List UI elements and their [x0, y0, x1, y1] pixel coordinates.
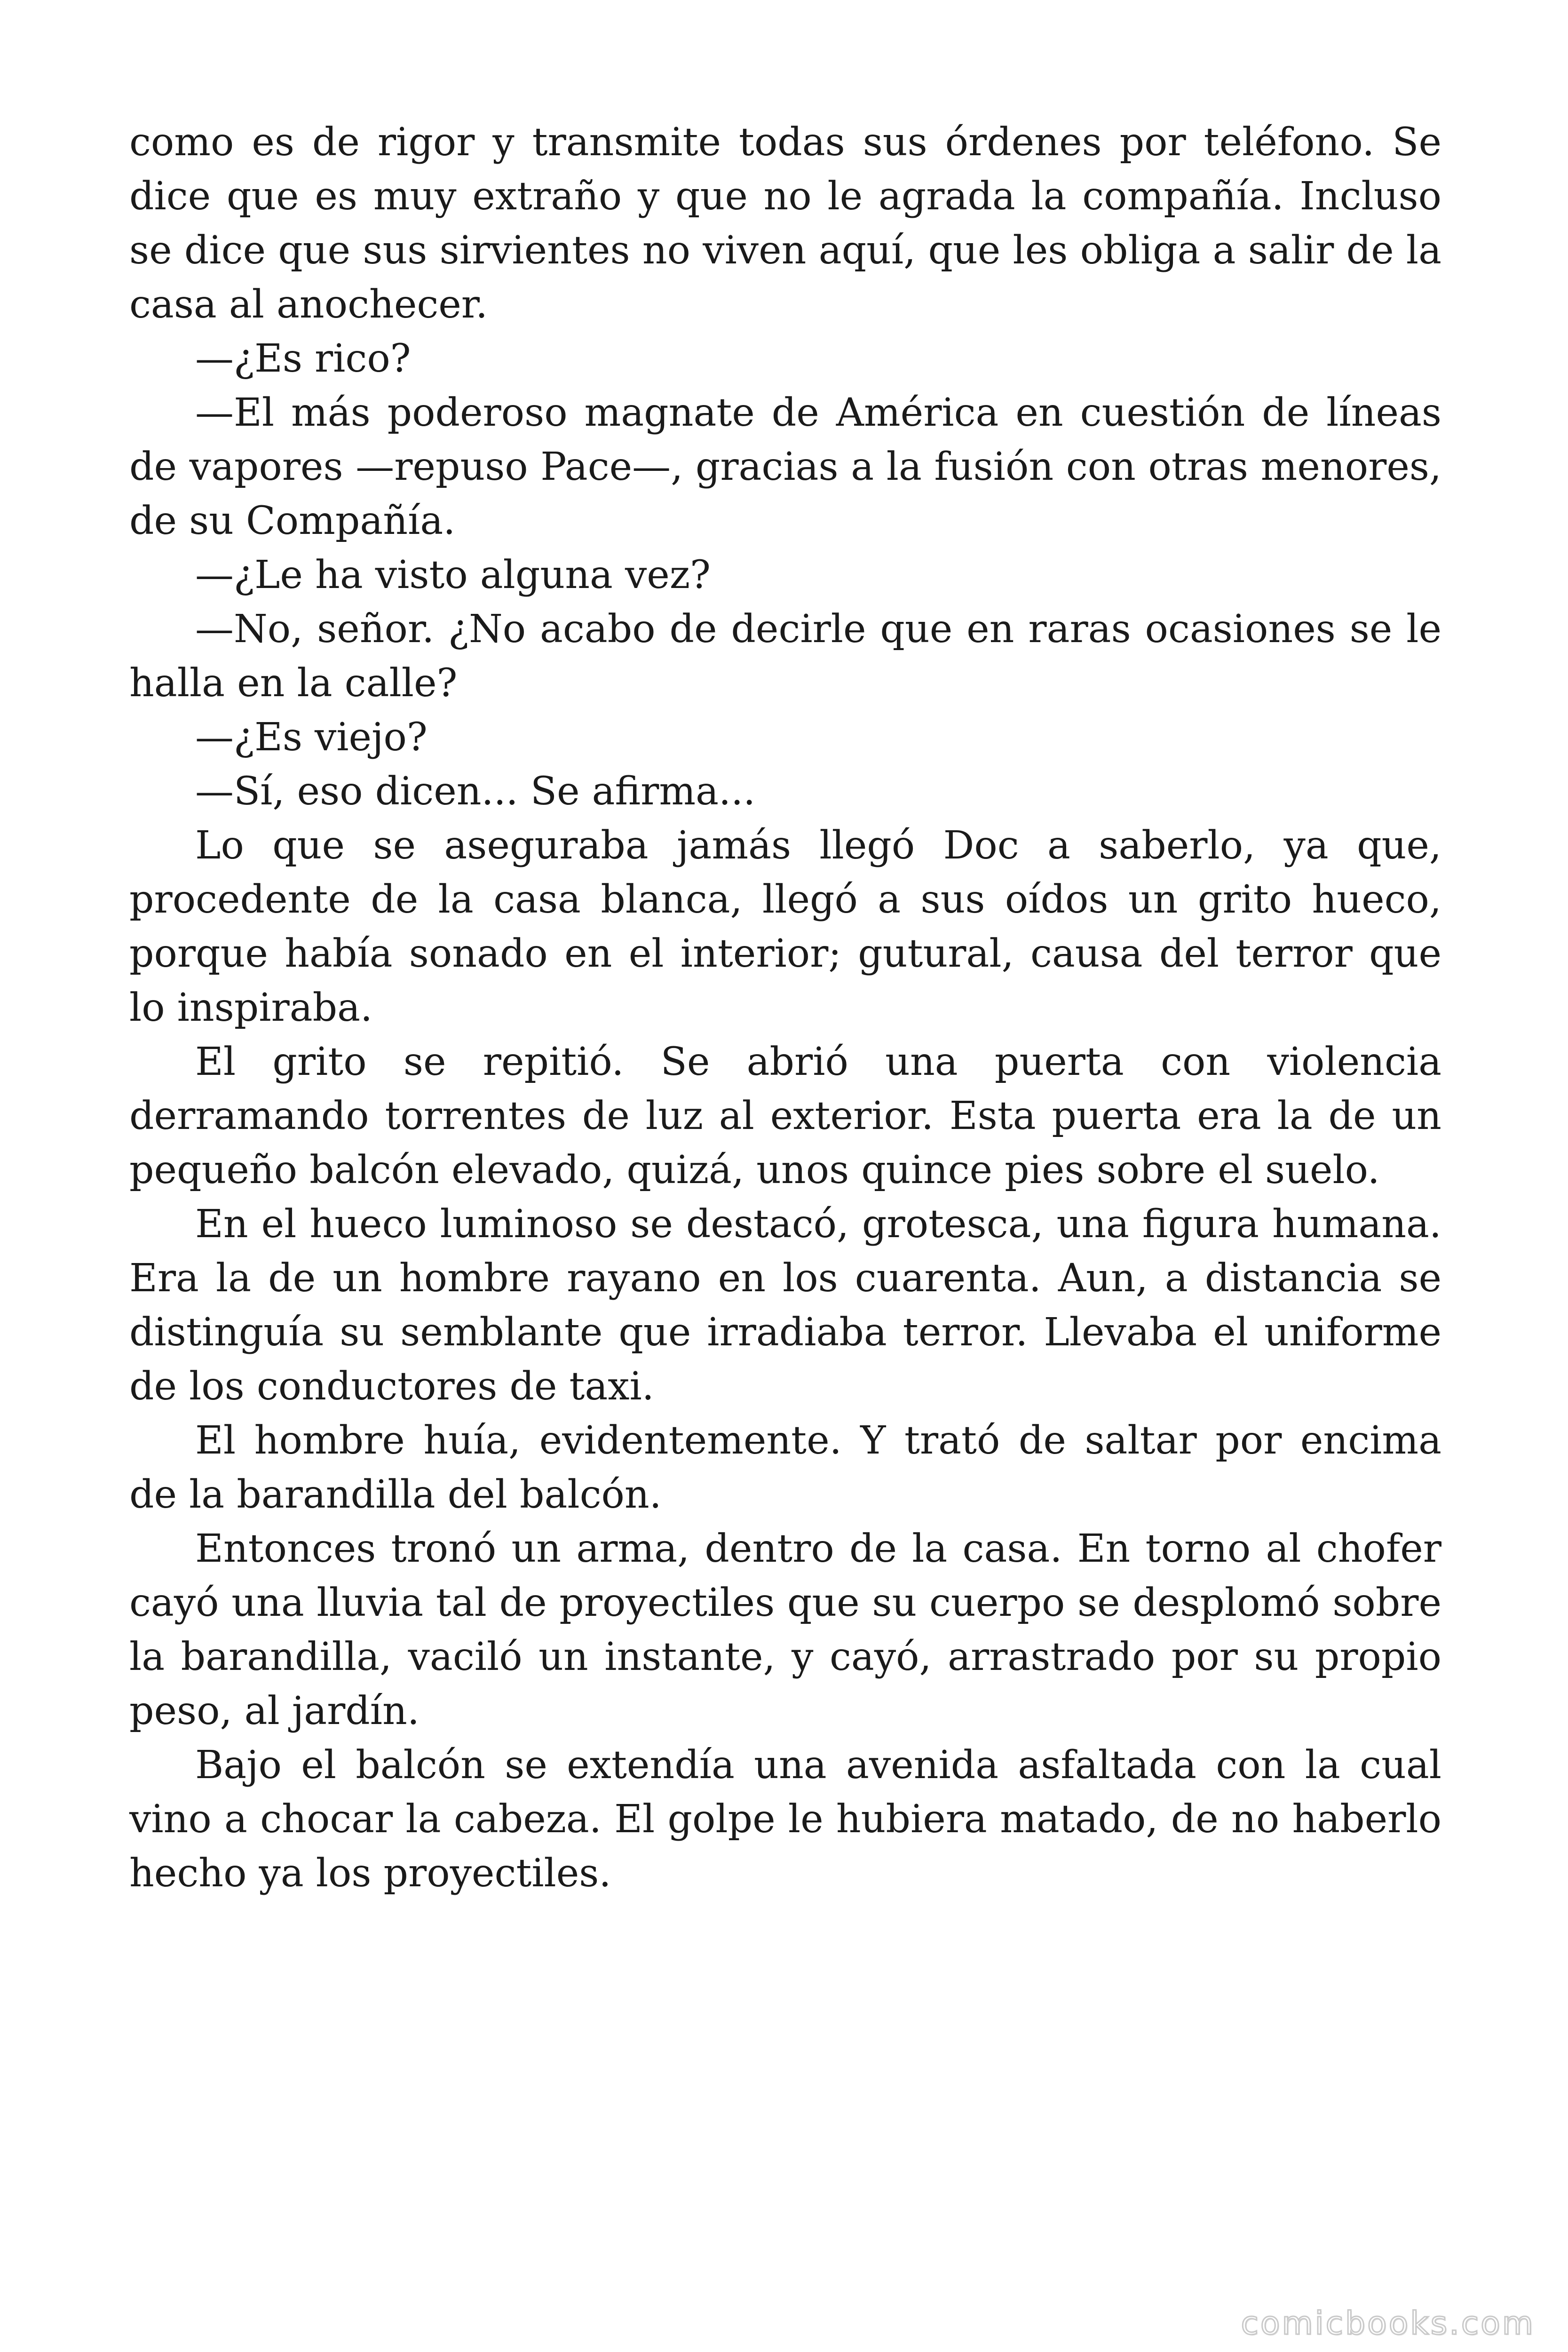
paragraph-7: —Sí, eso dicen... Se afirma...	[195, 769, 756, 814]
paragraph-12: Entonces tronó un arma, dentro de la casa. En torno al chofer cayó una lluvia tal de proyectiles que su cuerpo se desplomó sobre la barandilla, vaciló un instante, y cayó, arrastrado por su propio peso, al jardín.	[129, 1526, 1441, 1733]
watermark: comicbooks.com	[1241, 2305, 1535, 2342]
paragraph-2: —¿Es rico?	[195, 336, 411, 381]
paragraph-3: —El más poderoso magnate de América en cuestión de líneas de vapores —repuso Pace—, gracias a la fusión con otras menores, de su Compañía.	[129, 390, 1441, 543]
paragraph-5: —No, señor. ¿No acabo de decirle que en raras ocasiones se le halla en la calle?	[129, 607, 1441, 706]
paragraph-8: Lo que se aseguraba jamás llegó Doc a saberlo, ya que, procedente de la casa blanca, llegó a sus oídos un grito hueco, porque había sonado en el interior; gutural, causa del terror que lo inspiraba.	[129, 823, 1441, 1030]
paragraph-13: Bajo el balcón se extendía una avenida asfaltada con la cual vino a chocar la cabeza. El golpe le hubiera matado, de no haberlo hecho ya los proyectiles.	[129, 1743, 1441, 1896]
paragraph-10: En el hueco luminoso se destacó, grotesca, una figura humana. Era la de un hombre rayano en los cuarenta. Aun, a distancia se distinguía su semblante que irradiaba terror. Llevaba el uniforme de los conductores de taxi.	[129, 1202, 1441, 1409]
paragraph-4: —¿Le ha visto alguna vez?	[195, 553, 711, 597]
paragraph-9: El grito se repitió. Se abrió una puerta con violencia derramando torrentes de luz al exterior. Esta puerta era la de un pequeño balcón elevado, quizá, unos quince pies sobre el suelo.	[129, 1040, 1441, 1192]
paragraph-11: El hombre huía, evidentemente. Y trató de saltar por encima de la barandilla del balcón.	[129, 1418, 1441, 1517]
paragraph-6: —¿Es viejo?	[195, 715, 428, 760]
paragraph-1: como es de rigor y transmite todas sus órdenes por teléfono. Se dice que es muy extraño y que no le agrada la compañía. Incluso se dice que sus sirvientes no viven aquí, que les obliga a salir de la casa al anochecer.	[129, 120, 1441, 327]
body-text	[129, 115, 1441, 1900]
